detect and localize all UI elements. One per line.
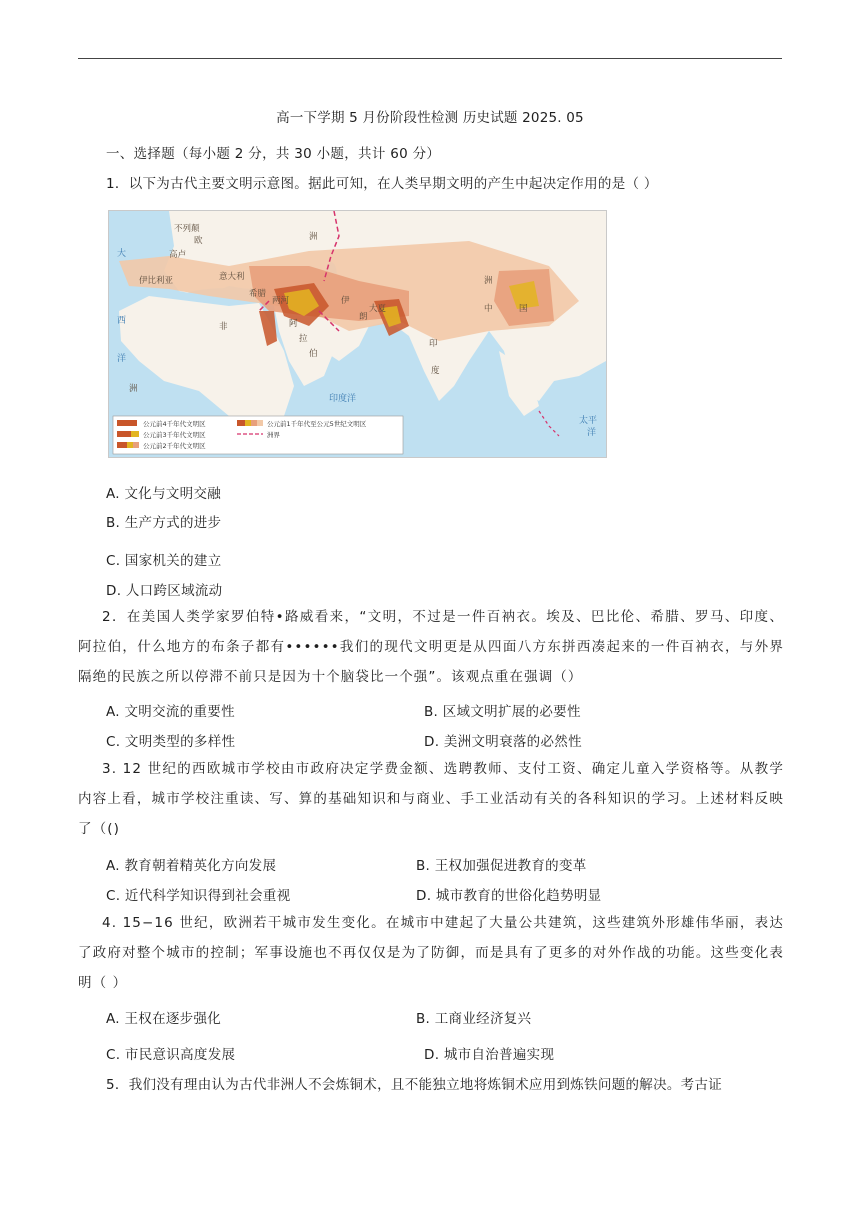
question-1-stem: 1．以下为古代主要文明示意图。据此可知，在人类早期文明的产生中起决定作用的是（ ） xyxy=(106,176,658,192)
q1-option-a: A. 文化与文明交融 xyxy=(106,486,222,502)
q3-option-d: D. 城市教育的世俗化趋势明显 xyxy=(416,888,602,904)
q2-option-c: C. 文明类型的多样性 xyxy=(106,734,236,750)
question-5-stem: 5．我们没有理由认为古代非洲人不会炼铜术，且不能独立地将炼铜术应用到炼铁问题的解决。考古证 xyxy=(106,1077,723,1093)
map-label-india-1: 印 xyxy=(429,339,438,349)
q3-option-a: A. 教育朝着精英化方向发展 xyxy=(106,858,277,874)
legend-label-boundary: 洲界 xyxy=(267,431,280,439)
q2-option-a: A. 文明交流的重要性 xyxy=(106,704,235,720)
legend-swatch-1k-d xyxy=(257,420,263,426)
map-label-atlantic-2: 西 xyxy=(117,316,127,326)
map-label-greece: 希腊 xyxy=(249,289,267,299)
q2-option-b: B. 区域文明扩展的必要性 xyxy=(424,704,581,720)
map-legend xyxy=(113,416,403,454)
map-label-pacific-2: 洋 xyxy=(587,428,597,438)
question-3-stem: 3. 12 世纪的西欧城市学校由市政府决定学费金额、选聘教师、支付工资、确定儿童入学资格等。从教学内容上看，城市学校注重读、写、算的基础知识和与商业、手工业活动有关的各科知识的学习。上述材料反映了（() xyxy=(78,761,784,837)
map-label-gaul: 高卢 xyxy=(169,250,187,260)
legend-swatch-3k-a xyxy=(117,431,131,437)
question-4-stem: 4. 15−16 世纪，欧洲若干城市发生变化。在城市中建起了大量公共建筑，这些建筑外形雄伟华丽，表达了政府对整个城市的控制；军事设施也不再仅仅是为了防御，而是具有了更多的对外作战的功能。这些变化表明（ ） xyxy=(78,915,784,991)
map-label-china-1: 中 xyxy=(484,304,493,314)
q1-option-d: D. 人口跨区域流动 xyxy=(106,583,223,599)
q4-option-b: B. 工商业经济复兴 xyxy=(416,1011,532,1027)
legend-label-4k: 公元前4千年代文明区 xyxy=(143,420,206,428)
legend-swatch-1k-c xyxy=(251,420,257,426)
legend-swatch-2k-b xyxy=(127,442,133,448)
q1-option-c: C. 国家机关的建立 xyxy=(106,553,222,569)
map-label-arabia-3: 伯 xyxy=(309,349,318,359)
q4-option-a: A. 王权在逐步强化 xyxy=(106,1011,222,1027)
legend-swatch-2k-c xyxy=(133,442,139,448)
q2-option-d: D. 美洲文明衰落的必然性 xyxy=(424,734,582,750)
map-label-iran2: 朗 xyxy=(359,312,368,322)
legend-label-2k: 公元前2千年代文明区 xyxy=(143,442,206,450)
legend-swatch-2k-a xyxy=(117,442,127,448)
map-label-atlantic-3: 洋 xyxy=(117,354,127,364)
map-pacific-islands xyxy=(539,411,559,436)
map-label-china-2: 国 xyxy=(519,304,528,314)
map-label-italy: 意大利 xyxy=(219,272,245,282)
map-label-atlantic-1: 大 xyxy=(117,249,127,259)
q3-option-c: C. 近代科学知识得到社会重视 xyxy=(106,888,291,904)
map-label-europe: 欧 xyxy=(194,236,203,246)
map-label-britain: 不列颠 xyxy=(174,224,200,234)
map-label-bactria: 大夏 xyxy=(369,304,387,314)
legend-swatch-1k-a xyxy=(237,420,245,426)
map-label-arabia-2: 拉 xyxy=(299,334,308,344)
legend-label-1k: 公元前1千年代至公元5世纪文明区 xyxy=(267,420,367,428)
map-label-pacific-1: 太平 xyxy=(579,416,598,426)
header-rule xyxy=(78,58,782,59)
map-label-india-2: 度 xyxy=(431,366,440,376)
legend-label-3k: 公元前3千年代文明区 xyxy=(143,431,206,439)
legend-swatch-4k xyxy=(117,420,137,426)
civilization-map xyxy=(108,210,607,458)
legend-swatch-1k-b xyxy=(245,420,251,426)
q3-option-b: B. 王权加强促进教育的变革 xyxy=(416,858,587,874)
question-2-stem: 2．在美国人类学家罗伯特•路威看来，“文明，不过是一件百衲衣。埃及、巴比伦、希腊、罗马、印度、阿拉伯，什么地方的布条子都有••••••我们的现代文明更是从四面八方东拼西凑起来的一件百衲衣，与外界隔绝的民族之所以停滞不前只是因为十个脑袋比一个强”。该观点重在强调（） xyxy=(78,609,784,685)
map-label-iran: 伊 xyxy=(341,296,350,306)
q1-option-b: B. 生产方式的进步 xyxy=(106,515,222,531)
map-label-arabia-1: 阿 xyxy=(289,319,298,329)
map-label-asia: 洲 xyxy=(484,276,493,286)
page-title: 高一下学期 5 月份阶段性检测 历史试题 2025. 05 xyxy=(276,110,584,126)
map-label-mesopotamia: 两河 xyxy=(272,296,290,306)
q4-option-c: C. 市民意识高度发展 xyxy=(106,1047,236,1063)
map-label-africa-2: 洲 xyxy=(129,384,138,394)
civilization-map-svg xyxy=(109,211,606,457)
section-heading: 一、选择题（每小题 2 分，共 30 小题，共计 60 分） xyxy=(106,146,441,162)
map-label-indian-ocean: 印度洋 xyxy=(329,394,357,404)
map-label-africa-1: 非 xyxy=(219,322,228,332)
legend-swatch-3k-b xyxy=(131,431,139,437)
map-label-iberia: 伊比利亚 xyxy=(139,276,174,286)
q4-option-d: D. 城市自治普遍实现 xyxy=(424,1047,555,1063)
map-label-europe2: 洲 xyxy=(309,232,318,242)
